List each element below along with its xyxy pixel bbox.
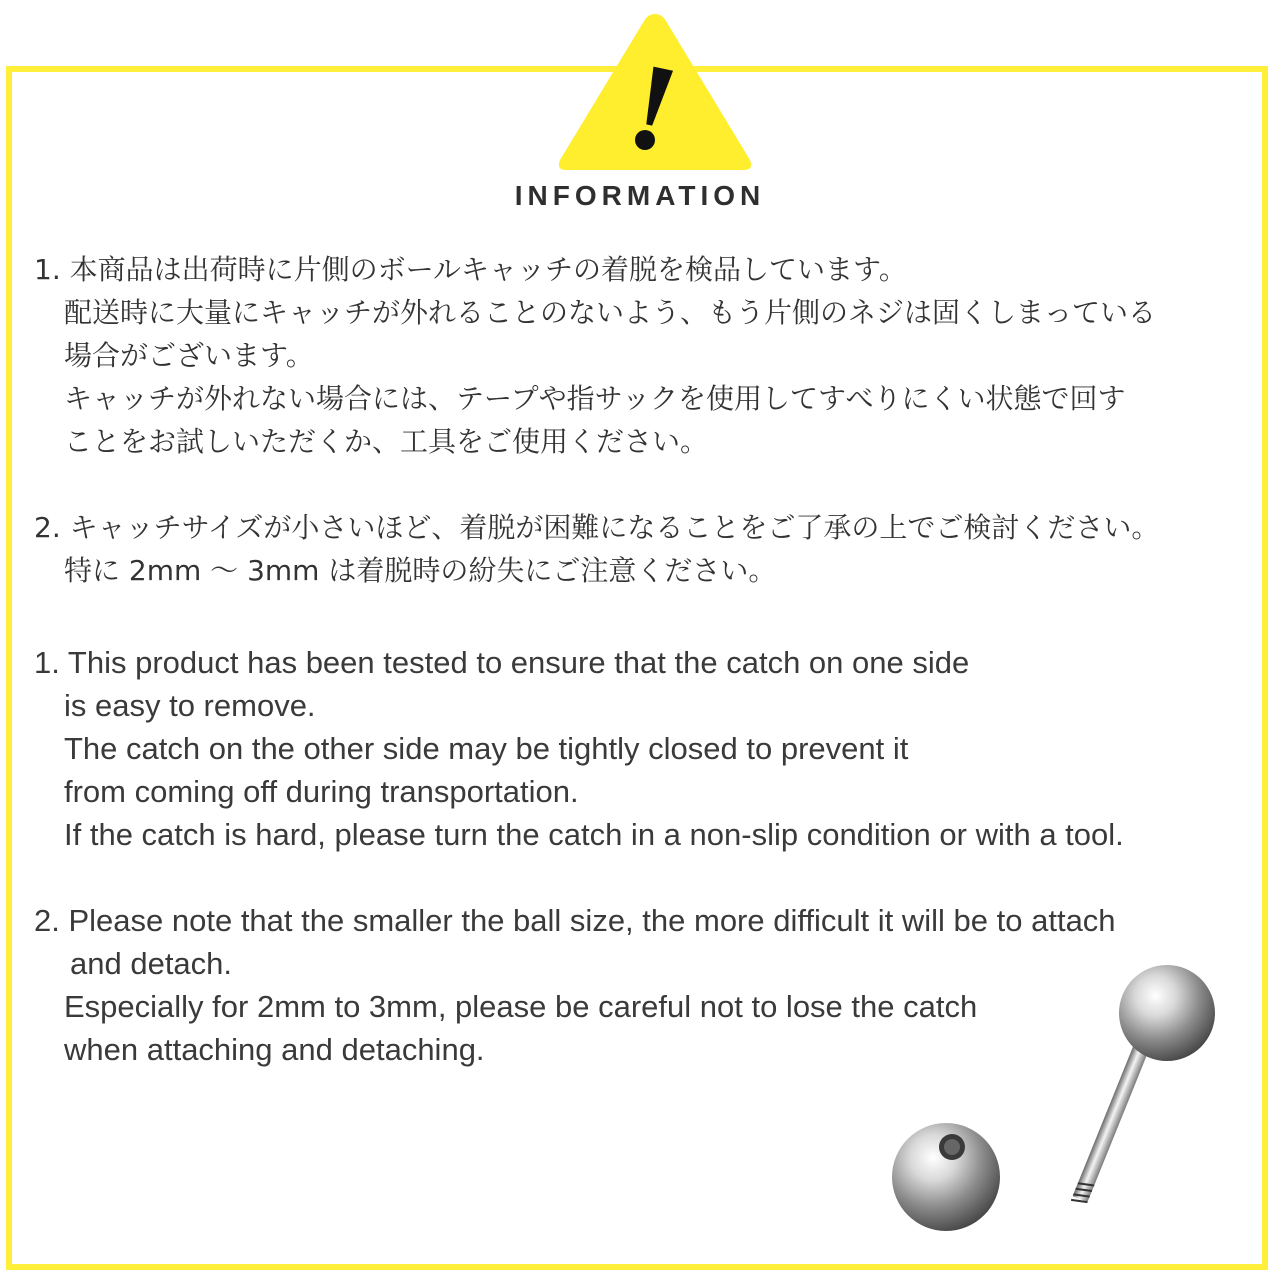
en-notice-1 [34, 641, 1124, 856]
page-title: INFORMATION [514, 180, 766, 211]
en-notice-2-line: and detach. [70, 946, 233, 981]
en-notice-1-line: from coming off during transportation. [64, 774, 579, 809]
jp-notice-1-line: 配送時に大量にキャッチが外れることのないよう、もう片側のネジは固くしまっている [64, 296, 1157, 329]
en-notice-2-line: 2. Please note that the smaller the ball size, the more difficult it will be to attach [34, 903, 1116, 938]
en-notice-2-line: when attaching and detaching. [64, 1032, 485, 1067]
warning-triangle-icon [554, 8, 756, 176]
jp-notice-2 [34, 506, 1159, 592]
jp-notice-2-line: 特に 2mm 〜 3mm は着脱時の紛失にご注意ください。 [64, 554, 777, 587]
en-notice-1-line: If the catch is hard, please turn the catch in a non-slip condition or with a tool. [64, 817, 1124, 852]
jp-notice-1-line: キャッチが外れない場合には、テープや指サックを使用してすべりにくい状態で回す [64, 382, 1126, 415]
jp-notice-1-line: 場合がございます。 [64, 339, 314, 372]
en-notice-1-line: is easy to remove. [64, 688, 316, 723]
en-notice-2-line: Especially for 2mm to 3mm, please be careful not to lose the catch [64, 989, 978, 1024]
jp-notice-1-line: 1. 本商品は出荷時に片側のボールキャッチの着脱を検品しています。 [34, 253, 907, 286]
en-notice-1-line: 1. This product has been tested to ensure that the catch on one side [34, 645, 970, 680]
en-notice-1-line: The catch on the other side may be tightly closed to prevent it [64, 731, 909, 766]
jp-notice-2-line: 2. キャッチサイズが小さいほど、着脱が困難になることをご了承の上でご検討ください。 [34, 511, 1160, 544]
jp-notice-1 [34, 248, 1156, 463]
jp-notice-1-line: ことをお試しいただくか、工具をご使用ください。 [64, 425, 709, 458]
barbell-piercing-image [880, 955, 1240, 1235]
